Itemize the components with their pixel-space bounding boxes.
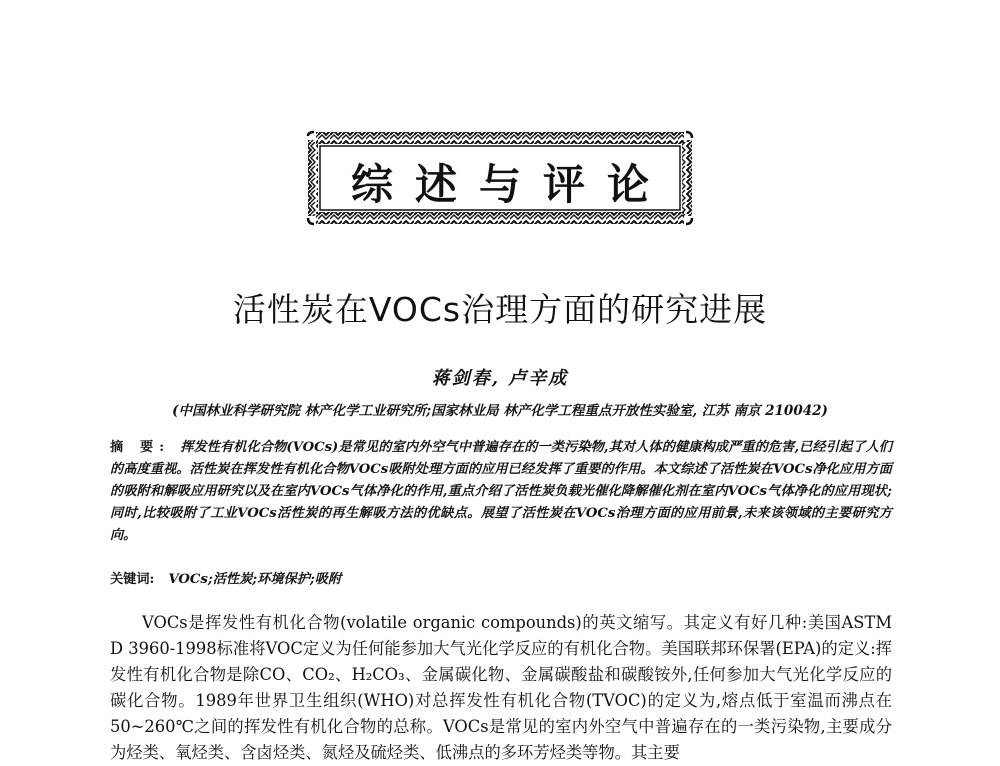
keywords-label: 关键词: [110,572,155,587]
abstract-text: 挥发性有机化合物(VOCs)是常见的室内外空气中普遍存在的一类污染物,其对人体的健康构成严重的危害,已经引起了人们的高度重视。活性炭在挥发性有机化合物VOCs吸附处理方面的应用已经发挥了重要的作用。本文综述了活性炭在VOCs净化应用方面的吸附和解吸应用研究以及在室内VOCs气体净化的作用,重点介绍了活性炭负载光催化降解催化剂在室内VOCs气体净化的应用现状;同时,比较吸附了工业VOCs活性炭的再生解吸方法的优缺点。展望了活性炭在VOCs治理方面的应用前景,未来该领域的主要研究方向。 [110,440,892,543]
body-paragraph: VOCs是挥发性有机化合物(volatile organic compounds)的英文缩写。其定义有好几种:美国ASTM D 3960-1998标准将VOC定义为任何能参加大气光化学反应的有机化合物。美国联邦环保署(EPA)的定义:挥发性有机化合物是除CO、CO₂、H₂CO₃、金属碳化物、金属碳酸盐和碳酸铵外,任何参加大气光化学反应的碳化合物。1989年世界卫生组织(WHO)对总挥发性有机化合物(TVOC)的定义为,熔点低于室温而沸点在50~260℃之间的挥发性有机化合物的总称。VOCs是常见的室内外空气中普遍存在的一类污染物,主要成分为烃类、氧烃类、含卤烃类、氮烃及硫烃类、低沸点的多环芳烃类等物。其主要 [110,613,892,762]
body-text [110,610,892,766]
affiliation: (中国林业科学研究院 林产化学工业研究所;国家林业局 林产化学工程重点开放性实验室, 江苏 南京 210042) [172,403,828,419]
keywords-text: VOCs;活性炭;环境保护;吸附 [168,572,342,587]
section-banner [306,130,694,226]
keywords [110,568,892,587]
abstract-label: 摘 要: [110,440,171,455]
abstract [110,437,892,547]
paper-title: 活性炭在VOCs治理方面的研究进展 [232,290,768,329]
authors: 蒋剑春, 卢辛成 [431,368,569,389]
section-banner-title: 综述与评论 [350,160,671,209]
